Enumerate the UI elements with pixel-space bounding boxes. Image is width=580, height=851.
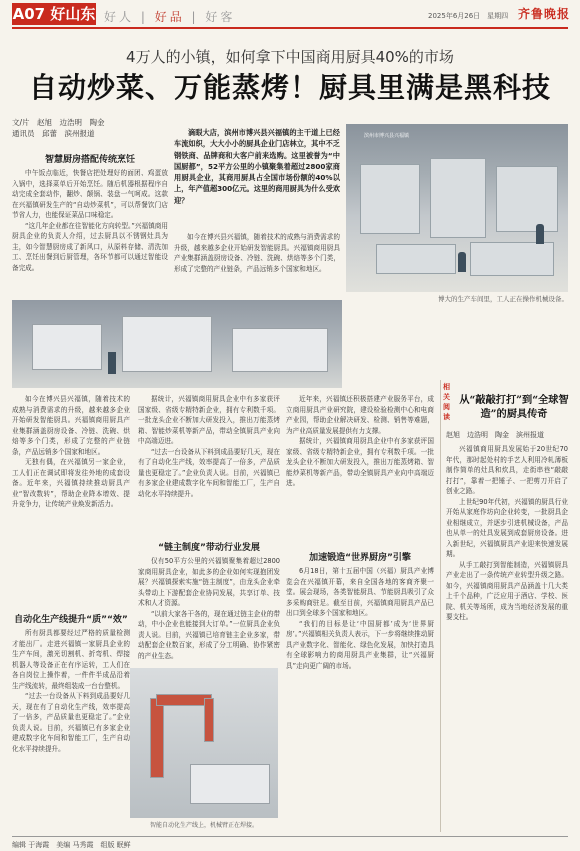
section-text-world-kitchen: 6月18日，第十五届中国（兴福）厨具产业博览会在兴福镇开幕，来自全国各地的客商齐聚一堂。展会现场，各类智能厨具、节能厨具吸引了众多采购商驻足。截至目前，兴福镇商用厨具产品已出口到全球多个国家和地区。 “我们的目标是让‘中国厨都’成为‘世界厨房’。”兴福镇相关负责人表示，下一步将继续推动厨具产业数字化、智能化、绿色化发展，加快打造具有全球影响力的商用厨具产业集群，让“兴福厨具”走向更广阔的市场。: [286, 567, 434, 670]
section-tagline: 好人 | 好品 | 好客: [104, 10, 236, 24]
related-byline: 赵旭 边浩明 陶金 滨州报道: [446, 431, 544, 439]
column-2-text: 据统计，兴福镇商用厨具企业中有多家获评国家级、省级专精特新企业，拥有专利数千项。一批龙头企业不断加大研发投入，推出万能蒸烤箱、智能炒菜机等新产品，带动全镇厨具产业向中高端迈进。 “过去一台设备从下料到成品要好几天，现在有了自动化生产线，效率提高了一倍多，产品质量也更稳定了。”企业负责人说。目前，兴福镇已有多家企业建成数字化车间和智能工厂，生产自动化水平持续提升。: [138, 395, 280, 498]
header-rule: [12, 27, 568, 29]
byline: 文/片 赵旭 边浩明 陶金: [12, 118, 105, 127]
robot-arm-photo: [130, 668, 278, 818]
related-title: 从“敲敲打打”到“全球智造”的厨具传奇: [459, 394, 569, 420]
page-number: A07 好山东: [12, 5, 96, 23]
section-text-chain: 仅有50平方公里的兴福镇聚集着超过2800家商用厨具企业，如此多的企业如何实现抱团发展？兴福镇探索实施“链主制度”，由龙头企业牵头带动上下游配套企业协同发展，共享订单、技术和人才资源。 “以前大家各干各的，现在通过链主企业的带动，中小企业也能接到大订单。”一位厨具企业负责人说。目前，兴福镇已培育链主企业多家，带动配套企业数百家，形成了分工明确、协作紧密的产业生态。: [138, 557, 280, 660]
page-header: [0, 0, 580, 30]
section-title-automation: 自动化生产线提升“质”“效”: [14, 615, 128, 625]
issue-date: 2025年6月26日 星期四: [428, 12, 509, 20]
article-headline: 自动炒菜、万能蒸烤！厨具里满是黑科技: [28, 71, 551, 104]
photo-caption: 博大的生产车间里，工人正在操作机械设备。: [438, 295, 568, 303]
related-label: 相关阅读: [443, 383, 450, 421]
byline-correspondent: 通讯员 邱蕾 滨州报道: [12, 129, 95, 138]
lead-followup-text: 如今在博兴县兴福镇，随着技术的成熟与消费需求的升级，越来越多企业开始研发智能厨具。兴福镇商用厨具产业集群涵盖厨房设备、冷链、洗碗、烘焙等多个门类，形成了完整的产业链条，产品远销多个国家和地区。: [174, 233, 340, 273]
factory-photo: 滨州市博兴县兴福镇: [346, 124, 568, 292]
section-title-world-kitchen: 加速锻造“世界厨房”引擎: [309, 553, 411, 563]
column-divider: [440, 380, 441, 832]
related-text: 兴福镇商用厨具发展始于20世纪70年代，那时起处村的手艺人利用冷轧薄板制作简单的灶具和炊具，走街串巷“敲敲打打”，靠着一把锤子、一把剪刀开启了创业之路。 上世纪90年代初，兴福镇的厨具行业开始从家庭作坊向企业转变，一批厨具企业相继成立，并逐步引进机械设备，产品也从单一的灶具发展到成套厨房设备。进入新世纪，兴福镇厨具产业迎来快速发展期。 从手工敲打到智能制造，兴福镇厨具产业走出了一条传统产业转型升级之路。如今，兴福镇商用厨具产品涵盖十几大类上千个品种，广泛应用于酒店、学校、医院、机关等场所，成为当地经济发展的重要支柱。: [446, 445, 568, 621]
column-3-text: 近年来，兴福镇还积极搭建产业服务平台，成立商用厨具产业研究院，建设检验检测中心和电商产业园，帮助企业解决研发、检测、销售等难题，为产业高质量发展提供有力支撑。 据统计，兴福镇商用厨具企业中有多家获评国家级、省级专精特新企业，拥有专利数千项。一批龙头企业不断加大研发投入，推出万能蒸烤箱、智能炒菜机等新产品，带动全镇厨具产业向中高端迈进。: [286, 395, 434, 487]
column-1-text: 如今在博兴县兴福镇，随着技术的成熟与消费需求的升级，越来越多企业开始研发智能厨具。兴福镇商用厨具产业集群涵盖厨房设备、冷链、洗碗、烘焙等多个门类，形成了完整的产业链条，产品远销多个国家和地区。 无独有偶，在兴福镇另一家企业，工人们正在调试即将发往外地的成套设备。近年来，兴福镇持续推动厨具产业“智改数转”，帮助企业降本增效、提升竞争力，让传统产业焕发新活力。: [12, 395, 130, 508]
article-kicker: 4万人的小镇，如何拿下中国商用厨具40%的市场: [126, 48, 454, 66]
workshop-photo: [12, 300, 342, 388]
robot-photo-caption: 智能自动化生产线上，机械臂正在焊接。: [149, 822, 258, 829]
newspaper-logo: 齐鲁晚报: [518, 7, 571, 21]
article-lead: 滴眼大店，滨州市博兴县兴福镇的主干道上已经车流如织，大大小小的厨具企业门店林立，其中不乏钢铁商、品牌商和大客户前来选购。这里被誉为“中国厨都”，52平方公里的小镇聚集着超过2800家商用厨具企业，其商用厨具占全国市场份额的40%以上，年产值超300亿元。这里的商用厨具为什么受欢迎？: [174, 128, 340, 205]
page-footer: 编辑 于海霞 美编 马秀霞 组版 眠鲜: [12, 836, 568, 850]
section-title-smart-kitchen: 智慧厨房搭配传统烹饪: [44, 155, 135, 165]
section-text-automation: 所有厨具都要经过严格的质量检测才能出厂。走进兴福镇一家厨具企业的生产车间，激光切割机、折弯机、焊接机器人等设备正在有序运转，工人们在各自岗位上操作着，一件件半成品沿着生产线流转，最终组装成一台台整机。 “过去一台设备从下料到成品要好几天，现在有了自动化生产线，效率提高了一倍多，产品质量也更稳定了。”企业负责人说。目前，兴福镇已有多家企业建成数字化车间和智能工厂，生产自动化水平持续提升。: [12, 629, 130, 753]
section-text-smart-kitchen: 中午饭点临近，快餐店把处理好的面团、鸡蛋放入锅中，选择菜单后开始烹饪。随后机器根据程序自动完成全套动作，翻炒、颠锅、装盘一气呵成。这款在兴福镇研发生产的“自动炒菜机”，可以帮餐饮门店节省人力，也能保证菜品口味稳定。 “这几年企业都在往智能化方向转型。”兴福镇商用厨具企业的负责人介绍，过去厨具以不锈钢灶具为主，如今智慧厨房成了新风口，从原料存储、清洗加工、烹饪出餐到后厨管理，各环节都可以通过智能设备完成。: [12, 169, 168, 272]
section-title-chain: “链主制度”带动行业发展: [158, 543, 260, 553]
